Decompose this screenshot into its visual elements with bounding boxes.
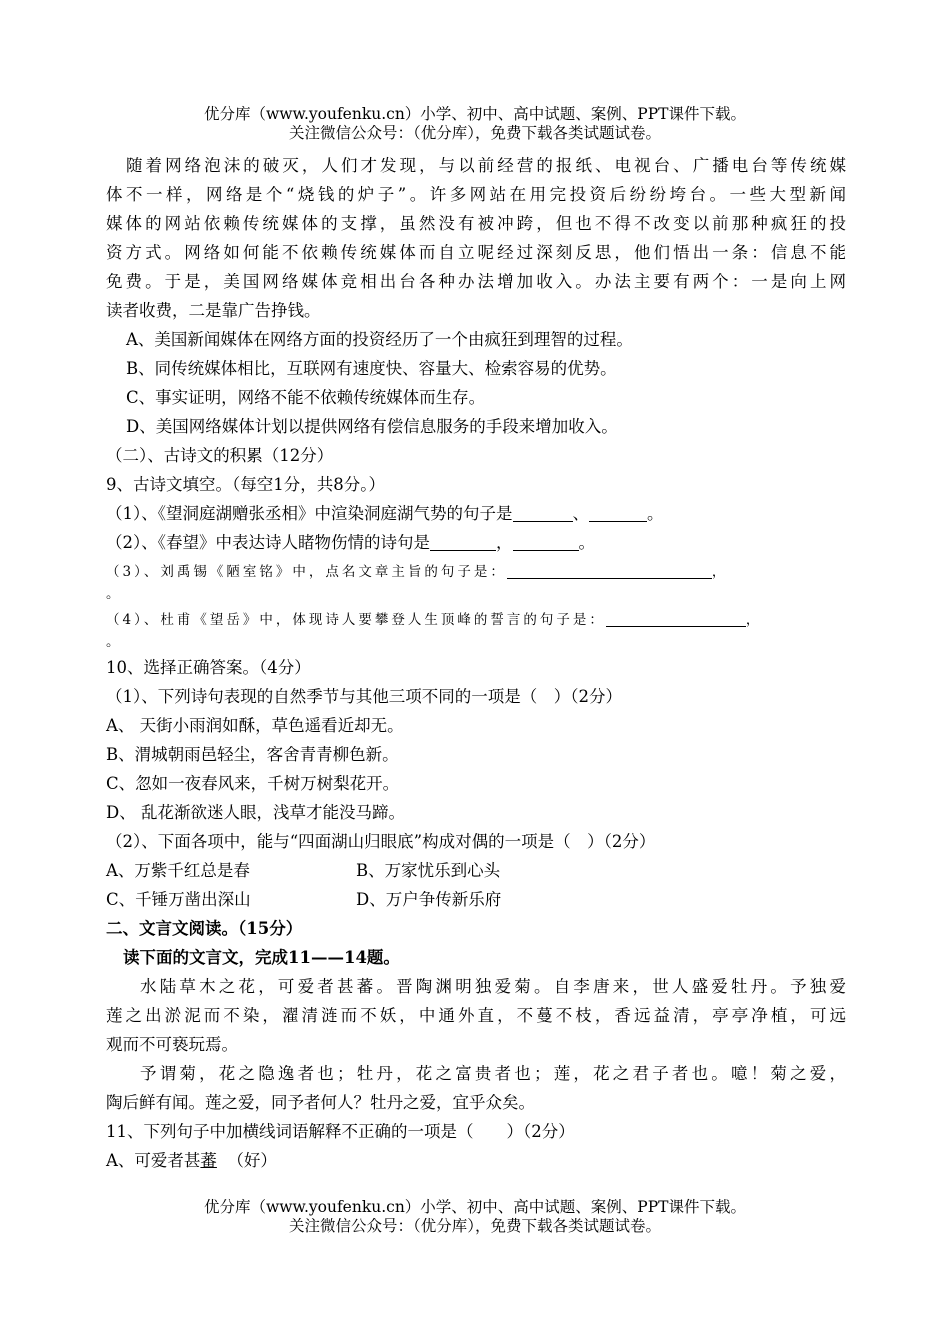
item-separator: 、 [572,504,589,523]
passage-line: 媒体的网站依赖传统媒体的支撑，虽然没有被冲跨，但也不得不改变以前那种疯狂的投 [106,214,846,233]
option-c: C、千锤万凿出深山 [106,890,251,909]
option-d: D、美国网络媒体计划以提供网络有偿信息服务的手段来增加收入。 [126,417,618,436]
section-heading: （二）、古诗文的积累（12分） [106,446,334,465]
item-separator: ， [496,533,513,552]
item-text: （1）、《望洞庭湖赠张丞相》中渲染洞庭湖气势的句子是 [106,504,513,523]
main-content [106,151,846,1175]
fill-blank[interactable] [589,504,647,522]
option-c: C、事实证明，网络不能不依赖传统媒体而生存。 [126,388,486,407]
option-a: A、万紫千红总是春 [106,861,250,880]
question-10-sub-2: （2）、下面各项中，能与“四面湖山归眼底”构成对偶的一项是（ ）（2分） [106,832,656,851]
question-9-item-3 [106,561,846,583]
question-10-title: 10、选择正确答案。（4分） [106,658,311,677]
item-separator: ， [745,612,763,628]
passage-line: 体不一样，网络是个“烧钱的炉子”。许多网站在用完投资后纷纷垮台。一些大型新闻 [106,185,846,204]
passage-line: 资方式。网络如何能不依赖传统媒体而自立呢经过深刻反思，他们悟出一条：信息不能 [106,243,846,262]
item-text: （3）、刘禹锡《陋室铭》中，点名文章主旨的句子是： [106,564,507,580]
option-b: B、同传统媒体相比，互联网有速度快、容量大、检索容易的优势。 [126,359,617,378]
header-line-1: 优分库（www.youfenku.cn）小学、初中、高中试题、案例、PPT课件下载。 [203,105,747,123]
section-heading: 二、文言文阅读。（15分） [106,919,303,938]
item-end: 。 [578,533,595,552]
option-meaning: （好） [227,1151,277,1170]
question-9-item-3-end: 。 [106,586,123,602]
reading-passage [106,151,846,325]
passage-line: 读者收费，二是靠广告挣钱。 [106,301,321,320]
option-row [106,885,846,914]
fill-blank[interactable] [507,561,712,579]
option-b: B、渭城朝雨邑轻尘，客舍青青柳色新。 [106,745,399,764]
item-text: （4）、杜甫《望岳》中，体现诗人要攀登人生顶峰的誓言的句子是： [106,612,606,628]
question-9-title: 9、古诗文填空。（每空1分，共8分。） [106,475,385,494]
item-end: 。 [647,504,664,523]
passage-line: 免费。于是，美国网络媒体竞相出台各种办法增加收入。办法主要有两个：一是向上网 [106,272,846,291]
question-9-item-1 [106,499,846,528]
option-text: A、可爱者甚 [106,1151,201,1170]
option-a: A、美国新闻媒体在网络方面的投资经历了一个由疯狂到理智的过程。 [126,330,633,349]
question-9-item-4-end: 。 [106,634,123,650]
question-9-item-2 [106,528,846,557]
option-row [106,856,846,885]
page-header [0,105,950,143]
footer-line-2: 关注微信公众号：（优分库），免费下载各类试题试卷。 [288,1217,661,1235]
fill-blank[interactable] [513,504,573,522]
option-b: B、万家忧乐到心头 [356,861,501,880]
underlined-word: 蕃 [200,1151,217,1170]
header-line-2: 关注微信公众号：（优分库），免费下载各类试题试卷。 [288,124,661,142]
option-d: D、 乱花渐欲迷人眼，浅草才能没马蹄。 [106,803,405,822]
passage-line: 观而不可亵玩焉。 [106,1035,238,1054]
passage-line: 莲之出淤泥而不染，濯清涟而不妖，中通外直，不蔓不枝，香远益清，亭亭净植，可远 [106,1006,846,1025]
passage-line: 予谓菊，花之隐逸者也；牡丹，花之富贵者也；莲，花之君子者也。噫！菊之爱， [140,1064,846,1083]
question-11-option-a [106,1146,846,1175]
fill-blank[interactable] [606,609,746,627]
option-d: D、万户争传新乐府 [356,890,502,909]
passage-line: 随着网络泡沫的破灭，人们才发现，与以前经营的报纸、电视台、广播电台等传统媒 [126,156,846,175]
page-footer [0,1198,950,1236]
question-9-item-4 [106,609,846,631]
fill-blank[interactable] [430,533,496,551]
classical-passage [106,972,846,1117]
question-10-sub-1: （1）、下列诗句表现的自然季节与其他三项不同的一项是（ ）（2分） [106,687,622,706]
reading-instruction: 读下面的文言文，完成11——14题。 [123,948,400,967]
option-a: A、 天街小雨润如酥，草色遥看近却无。 [106,716,404,735]
item-separator: ， [711,564,729,580]
option-c: C、忽如一夜春风来，千树万树梨花开。 [106,774,400,793]
passage-line: 陶后鲜有闻。莲之爱，同予者何人？牡丹之爱，宜乎众矣。 [106,1093,535,1112]
question-11-title: 11、下列句子中加横线词语解释不正确的一项是（ ）（2分） [106,1122,575,1141]
footer-line-1: 优分库（www.youfenku.cn）小学、初中、高中试题、案例、PPT课件下载。 [203,1198,747,1216]
fill-blank[interactable] [513,533,579,551]
passage-line: 水陆草木之花，可爱者甚蕃。晋陶渊明独爱菊。自李唐来，世人盛爱牡丹。予独爱 [140,977,846,996]
item-text: （2）、《春望》中表达诗人睹物伤情的诗句是 [106,533,430,552]
